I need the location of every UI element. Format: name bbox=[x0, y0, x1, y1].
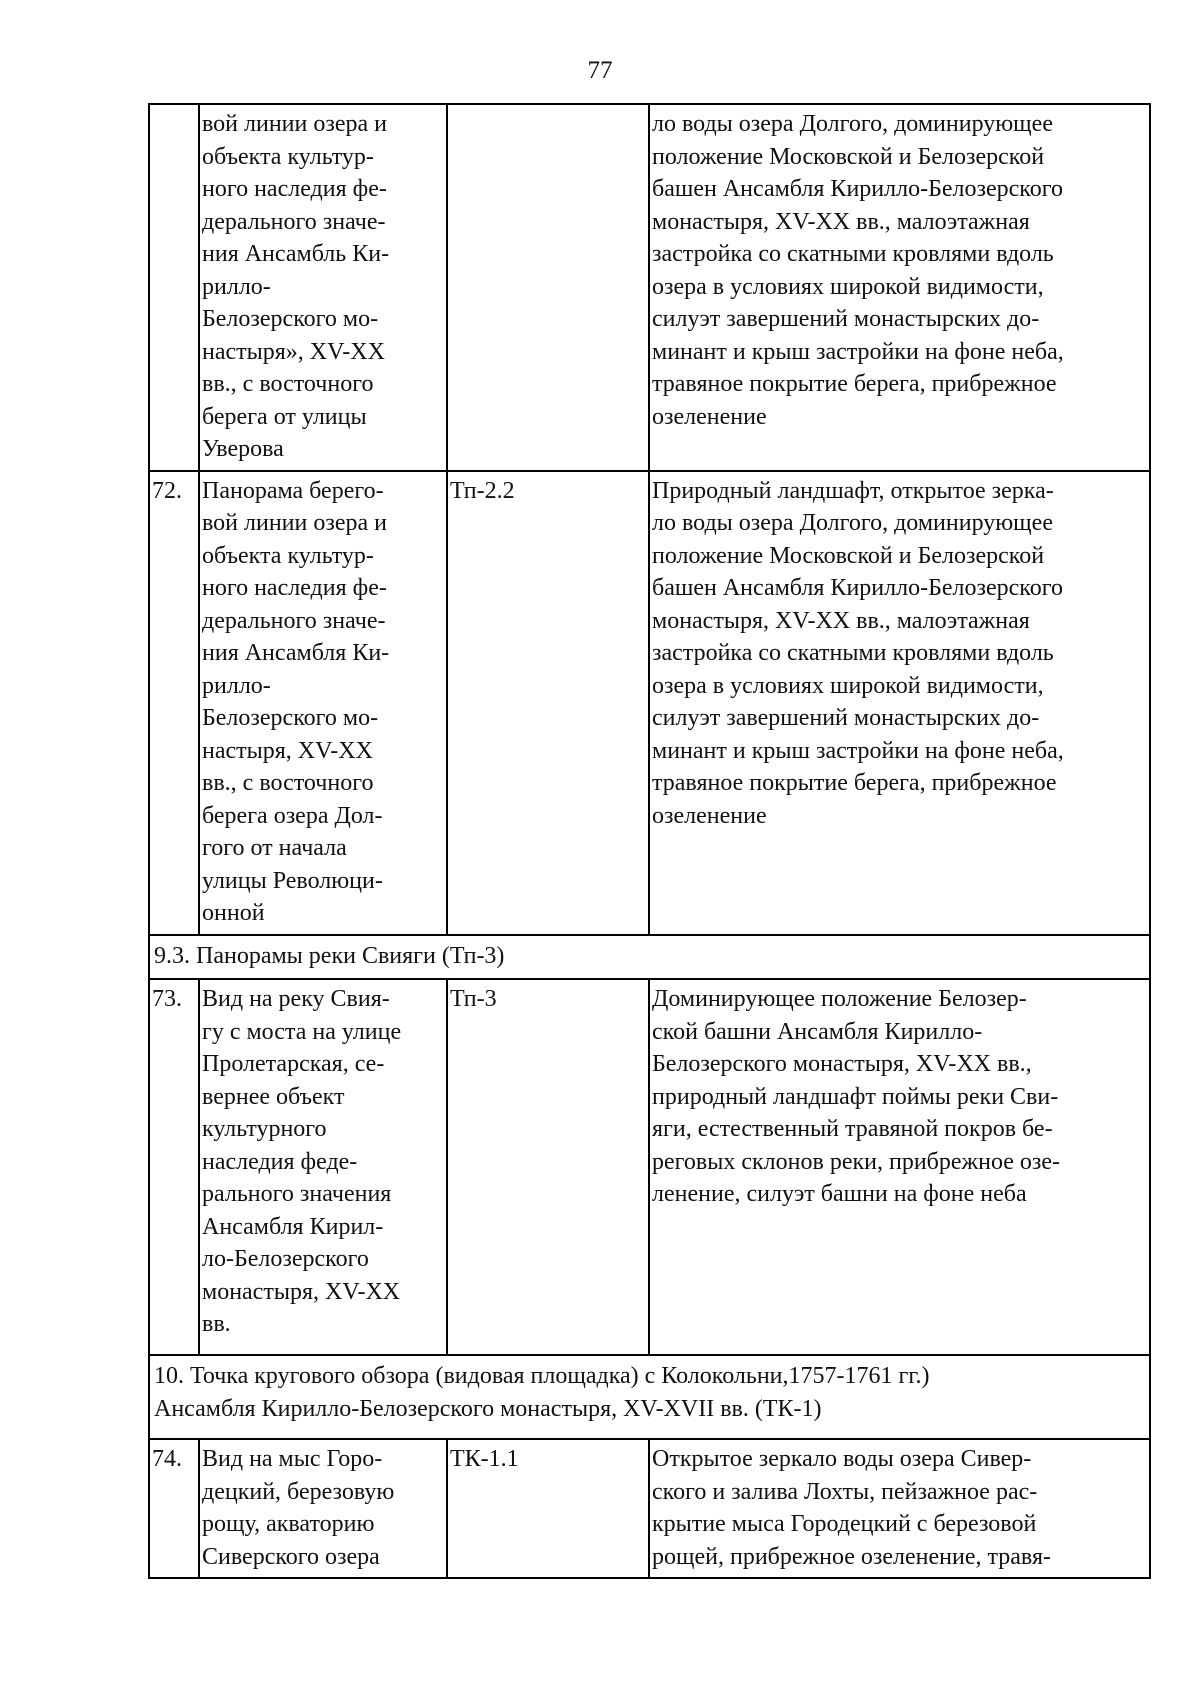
table-row bbox=[149, 471, 1150, 935]
code-cell bbox=[447, 104, 649, 471]
table-row bbox=[149, 979, 1150, 1355]
features-cell: Открытое зеркало воды озера Сивер- ского и залива Лохты, пейзажное рас- крытие мыса Городецкий с березовой рощей, прибрежное озеленение, травя- bbox=[649, 1439, 1150, 1578]
row-number-cell: 72. bbox=[149, 471, 199, 935]
section-heading-line: 10. Точка кругового обзора (видовая площадка) с Колокольни,1757-1761 гг.) bbox=[154, 1363, 930, 1389]
description-cell: Вид на реку Свия- гу с моста на улице Пролетарская, се- вернее объект культурного наследия феде- рального значения Ансамбля Кирил- ло-Белозерского монастыря, XV-XX вв. bbox=[199, 979, 447, 1355]
section-heading: 9.3. Панорамы реки Свияги (Тп-3) bbox=[149, 935, 1150, 980]
row-number-cell: 73. bbox=[149, 979, 199, 1355]
description-cell: Вид на мыс Горо- децкий, березовую рощу, акваторию Сиверского озера bbox=[199, 1439, 447, 1578]
features-cell: Природный ландшафт, открытое зерка- ло воды озера Долгого, доминирующее положение Московской и Белозерской башен Ансамбля Кирилло-Белозерского монастыря, XV-XX вв., малоэтажная застройка со скатными кровлями вдоль озера в условиях широкой видимости, силуэт завершений монастырских до- минант и крыш застройки на фоне неба, травяное покрытие берега, прибрежное озеленение bbox=[649, 471, 1150, 935]
features-cell: ло воды озера Долгого, доминирующее положение Московской и Белозерской башен Ансамбля Кирилло-Белозерского монастыря, XV-XX вв., малоэтажная застройка со скатными кровлями вдоль озера в условиях широкой видимости, силуэт завершений монастырских до- минант и крыш застройки на фоне неба, травяное покрытие берега, прибрежное озеленение bbox=[649, 104, 1150, 471]
row-number-cell: 74. bbox=[149, 1439, 199, 1578]
row-number-cell bbox=[149, 104, 199, 471]
section-heading-row bbox=[149, 1355, 1150, 1439]
code-cell: ТК-1.1 bbox=[447, 1439, 649, 1578]
table-row bbox=[149, 1439, 1150, 1578]
section-heading-line: Ансамбля Кирилло-Белозерского монастыря, XV-XVII вв. (ТК-1) bbox=[154, 1395, 822, 1422]
objects-table bbox=[148, 103, 1151, 1579]
section-heading bbox=[149, 1355, 1150, 1439]
description-cell: Панорама берего- вой линии озера и объекта культур- ного наследия фе- дерального значе- ния Ансамбля Ки- рилло- Белозерского мо- настыря, XV-XX вв., с восточного берега озера Дол- гого от начала улицы Революци- онной bbox=[199, 471, 447, 935]
page-number: 77 bbox=[587, 57, 613, 84]
section-heading-row bbox=[149, 935, 1150, 980]
features-cell: Доминирующее положение Белозер- ской башни Ансамбля Кирилло- Белозерского монастыря, XV-XX вв., природный ландшафт поймы реки Сви- яги, естественный травяной покров бе- реговых склонов реки, прибрежное озе- ленение, силуэт башни на фоне неба bbox=[649, 979, 1150, 1355]
description-cell: вой линии озера и объекта культур- ного наследия фе- дерального значе- ния Ансамбль Ки- рилло- Белозерского мо- настыря», XV-XX вв., с восточного берега от улицы Уверова bbox=[199, 104, 447, 471]
code-cell: Тп-2.2 bbox=[447, 471, 649, 935]
code-cell: Тп-3 bbox=[447, 979, 649, 1355]
table-row bbox=[149, 104, 1150, 471]
